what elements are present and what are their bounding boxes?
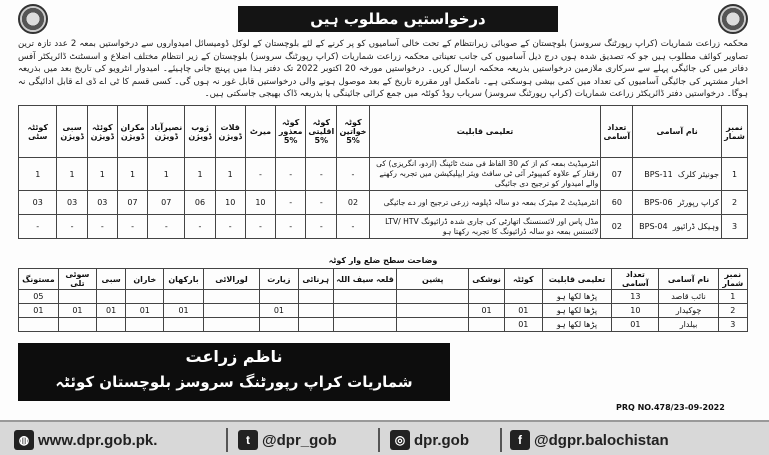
cell-naseerabad: 1 bbox=[148, 158, 185, 191]
cell-ziarat bbox=[260, 318, 298, 332]
cell-sibi: 1 bbox=[57, 158, 87, 191]
website-text: www.dpr.gob.pk. bbox=[38, 431, 158, 449]
table-row bbox=[19, 304, 748, 318]
cell-post: وہیکل ڈرائیور BPS-04 bbox=[633, 215, 722, 239]
cell-women: - bbox=[337, 158, 369, 191]
cell-merit: - bbox=[245, 158, 275, 191]
cell-quetta-city: - bbox=[19, 215, 57, 239]
header-post: نام آسامی bbox=[633, 106, 722, 158]
globe-icon: ◍ bbox=[14, 430, 34, 450]
cell-quetta: - bbox=[87, 215, 117, 239]
cell-harnai bbox=[298, 318, 333, 332]
header-kharan: خاران bbox=[126, 269, 164, 290]
cell-women: 02 bbox=[337, 191, 369, 215]
cell-kalat: 1 bbox=[215, 158, 245, 191]
header-noshki: نوشکی bbox=[469, 269, 505, 290]
cell-loralai bbox=[203, 304, 260, 318]
cell-disabled: - bbox=[276, 215, 306, 239]
cell-quetta: 03 bbox=[87, 191, 117, 215]
cell-sibi: - bbox=[57, 215, 87, 239]
cell-count: 01 bbox=[612, 318, 659, 332]
table-row bbox=[19, 290, 748, 304]
header-minority-quota: کوٹہ اقلیتی 5% bbox=[306, 106, 337, 158]
header-posts-count: تعداد آسامی bbox=[612, 269, 659, 290]
footer-divider bbox=[378, 428, 380, 452]
cell-qualification: مڈل پاس اور لائسنسنگ اتھارٹی کی جاری شدہ ڈرائیونگ LTV/ HTV لائسنس بمعہ دو سالہ ڈرائیونگ کا تجربہ رکھتا ہو bbox=[369, 215, 601, 239]
intro-paragraph: محکمہ زراعت شماریات (کراپ رپورٹنگ سروسز) بلوچستان کے صوبائی زیرانتظام کے تحت خالی آسامیوں کو پر کرنے کے لئے بلوچستان کے لوکل ڈومیسائل امیدواروں سے درخواستیں بمعہ 2 عدد تازہ ترین تصاویر کوائف مطلوب ہیں جو کہ تصدیق شدہ ہوں درج ذیل آسامیوں کی جانب تعیناتی محکمہ زراعت شماریات (کراپ رپورٹنگ سروسز) بلوچستان کے زیر انتظام مختلف اضلاع و اسسٹنٹ ڈائریکٹر آفس دفاتر میں کی جائیگی پہلے سے سرکاری ملازمین درخواستیں بذریعہ محکمہ ارسال کریں۔ درخواستیں مورخہ 20 اکتوبر 2022 تک دفتر ہذا میں پہنچ جانی چاہیئے۔ امیدوار انٹرویو کی تاریخ بعد میں بذریعہ اخبار مشتہر کی جائیگی آسامیوں کی تعداد میں کمی بیشی ہوسکتی ہے۔ نامکمل اور مقررہ تاریخ کے بعد موصول ہونے والی درخواستیں قابل غور نہ ہوں گی۔ کسی قسم کا ٹی اے ڈی اے قابل ادائیگی نہ ہوگا۔ درخواستیں دفتر ڈائریکٹر زراعت شماریات (کراپ رپورٹنگ سروسز) سریاب روڈ کوئٹہ میں جمع کرائی جائینگی یا بذریعہ ڈاک بھیجی جاسکتی ہیں۔ bbox=[18, 39, 748, 99]
footer-divider bbox=[500, 428, 502, 452]
cell-serial: 2 bbox=[721, 191, 747, 215]
cell-sui-tali bbox=[58, 318, 96, 332]
header-posts-count: تعداد آسامی bbox=[601, 106, 633, 158]
cell-qualification: پڑھا لکھا ہو bbox=[542, 290, 611, 304]
cell-zhob: 1 bbox=[185, 158, 215, 191]
cell-kharan: 01 bbox=[126, 304, 164, 318]
cell-barkhan bbox=[164, 318, 203, 332]
cell-disabled: - bbox=[276, 158, 306, 191]
cell-qualification: پڑھا لکھا ہو bbox=[542, 318, 611, 332]
cell-zhob: - bbox=[185, 215, 215, 239]
header bbox=[18, 4, 748, 34]
header-makran: مکران ڈویژن bbox=[117, 106, 147, 158]
header-qilla-saifullah: قلعہ سیف اللہ bbox=[333, 269, 396, 290]
cell-kalat: 10 bbox=[215, 191, 245, 215]
signature-office: شماریات کراپ رپورٹنگ سروسز بلوچستان کوئٹہ bbox=[55, 373, 413, 391]
facebook-text: @dgpr.balochistan bbox=[534, 431, 669, 449]
cell-quetta: 01 bbox=[504, 304, 542, 318]
facebook-link[interactable] bbox=[510, 428, 669, 452]
cell-count: 13 bbox=[612, 290, 659, 304]
cell-naseerabad: - bbox=[148, 215, 185, 239]
footer-divider bbox=[226, 428, 228, 452]
footer-bar bbox=[0, 420, 769, 455]
website-link[interactable] bbox=[14, 428, 157, 452]
header-zhob: ژوب ڈویژن bbox=[185, 106, 215, 158]
cell-sibi bbox=[97, 318, 126, 332]
cell-barkhan: 01 bbox=[164, 304, 203, 318]
cell-pishin bbox=[397, 304, 469, 318]
cell-post: چوکیدار bbox=[659, 304, 718, 318]
twitter-icon: t bbox=[238, 430, 258, 450]
cell-barkhan bbox=[164, 290, 203, 304]
page-title: درخواستیں مطلوب ہیں bbox=[238, 6, 558, 32]
cell-minority: - bbox=[306, 158, 337, 191]
cell-serial: 2 bbox=[718, 304, 747, 318]
table-row bbox=[19, 191, 748, 215]
cell-pishin bbox=[397, 290, 469, 304]
twitter-text: @dpr_gob bbox=[262, 431, 337, 449]
cell-post: جونیئر کلرک BPS-11 bbox=[633, 158, 722, 191]
cell-women: - bbox=[337, 215, 369, 239]
cell-count: 60 bbox=[601, 191, 633, 215]
cell-quetta: 01 bbox=[504, 318, 542, 332]
cell-qilla-saifullah bbox=[333, 290, 396, 304]
header-post: نام آسامی bbox=[659, 269, 718, 290]
header-pishin: پشین bbox=[397, 269, 469, 290]
twitter-link[interactable] bbox=[238, 428, 337, 452]
cell-post: نائب قاصد bbox=[659, 290, 718, 304]
cell-loralai bbox=[203, 318, 260, 332]
cell-sibi bbox=[97, 290, 126, 304]
cell-count: 10 bbox=[612, 304, 659, 318]
cell-qilla-saifullah bbox=[333, 318, 396, 332]
cell-quetta bbox=[504, 290, 542, 304]
table-row bbox=[19, 215, 748, 239]
cell-naseerabad: 07 bbox=[148, 191, 185, 215]
facebook-icon: f bbox=[510, 430, 530, 450]
cell-post: بیلدار bbox=[659, 318, 718, 332]
cell-quetta: 1 bbox=[87, 158, 117, 191]
prq-number: PRQ NO.478/23-09-2022 bbox=[616, 403, 725, 412]
cell-serial: 1 bbox=[718, 290, 747, 304]
cell-quetta-city: 1 bbox=[19, 158, 57, 191]
district-quota-caption: وضاحت سطح ضلع وار کوٹہ bbox=[328, 256, 438, 265]
header-quetta: کوئٹہ bbox=[504, 269, 542, 290]
cell-disabled: - bbox=[276, 191, 306, 215]
cell-kharan bbox=[126, 318, 164, 332]
cell-merit: - bbox=[245, 215, 275, 239]
header-mastung: مستونگ bbox=[19, 269, 59, 290]
cell-count: 07 bbox=[601, 158, 633, 191]
signature-title: ناظم زراعت bbox=[185, 347, 283, 366]
header-disabled-quota: کوٹہ معذور 5% bbox=[276, 106, 306, 158]
header-barkhan: بارکھان bbox=[164, 269, 203, 290]
table-header-row bbox=[19, 106, 748, 158]
cell-serial: 3 bbox=[721, 215, 747, 239]
header-sibi: سبی bbox=[97, 269, 126, 290]
cell-count: 02 bbox=[601, 215, 633, 239]
header-qualification: تعلیمی قابلیت bbox=[542, 269, 611, 290]
header-women-quota: کوٹہ خواتین 5% bbox=[337, 106, 369, 158]
government-seal-icon bbox=[718, 4, 748, 34]
header-harnai: ہرنائی bbox=[298, 269, 333, 290]
cell-harnai bbox=[298, 290, 333, 304]
vacancies-table bbox=[18, 105, 748, 239]
cell-harnai bbox=[298, 304, 333, 318]
cell-makran: 07 bbox=[117, 191, 147, 215]
header-loralai: لورالائی bbox=[203, 269, 260, 290]
cell-minority: - bbox=[306, 191, 337, 215]
cell-kharan bbox=[126, 290, 164, 304]
cell-sui-tali: 01 bbox=[58, 304, 96, 318]
cell-sibi: 01 bbox=[97, 304, 126, 318]
table-row bbox=[19, 318, 748, 332]
cell-serial: 1 bbox=[721, 158, 747, 191]
cell-pishin bbox=[397, 318, 469, 332]
header-serial: نمبر شمار bbox=[718, 269, 747, 290]
instagram-text: dpr.gob bbox=[414, 431, 469, 449]
header-merit: میرٹ bbox=[245, 106, 275, 158]
cell-minority: - bbox=[306, 215, 337, 239]
header-sibi: سبی ڈویژن bbox=[57, 106, 87, 158]
cell-qualification: انٹرمیڈیٹ بمعہ کم از کم 30 الفاظ فی منٹ ٹائپنگ (اردو، انگریزی) کی رفتار کے علاوہ کمپیوٹر آئی ٹی سافٹ ویئر ایپلیکیشن میں تجربہ رکھنے والے امیدوار کو ترجیح دی جائیگی bbox=[369, 158, 601, 191]
cell-qualification: انٹرمیڈیٹ 2 میٹرک بمعہ دو سالہ ڈپلومہ زرعی ترجیح اور دے جائیگی bbox=[369, 191, 601, 215]
cell-mastung: 01 bbox=[19, 304, 59, 318]
cell-zhob: 06 bbox=[185, 191, 215, 215]
table-header-row bbox=[19, 269, 748, 290]
header-quetta-city: کوئٹہ سٹی bbox=[19, 106, 57, 158]
header-quetta: کوئٹہ ڈویژن bbox=[87, 106, 117, 158]
cell-qilla-saifullah bbox=[333, 304, 396, 318]
header-serial: نمبر شمار bbox=[721, 106, 747, 158]
cell-qualification: پڑھا لکھا ہو bbox=[542, 304, 611, 318]
signature-block bbox=[18, 343, 450, 401]
cell-noshki bbox=[469, 290, 505, 304]
cell-makran: - bbox=[117, 215, 147, 239]
cell-noshki: 01 bbox=[469, 304, 505, 318]
balochistan-logo-icon bbox=[18, 4, 48, 34]
cell-loralai bbox=[203, 290, 260, 304]
cell-serial: 3 bbox=[718, 318, 747, 332]
cell-post: کراپ رپورٹر BPS-06 bbox=[633, 191, 722, 215]
cell-ziarat bbox=[260, 290, 298, 304]
header-kalat: قلات ڈویژن bbox=[215, 106, 245, 158]
cell-mastung bbox=[19, 318, 59, 332]
table-row bbox=[19, 158, 748, 191]
cell-sui-tali bbox=[58, 290, 96, 304]
cell-ziarat: 01 bbox=[260, 304, 298, 318]
cell-makran: 1 bbox=[117, 158, 147, 191]
instagram-icon: ◎ bbox=[390, 430, 410, 450]
cell-merit: 10 bbox=[245, 191, 275, 215]
cell-quetta-city: 03 bbox=[19, 191, 57, 215]
cell-sibi: 03 bbox=[57, 191, 87, 215]
cell-mastung: 05 bbox=[19, 290, 59, 304]
header-sui-tali: سوئی تلی bbox=[58, 269, 96, 290]
header-qualification: تعلیمی قابلیت bbox=[369, 106, 601, 158]
header-ziarat: زیارت bbox=[260, 269, 298, 290]
cell-noshki bbox=[469, 318, 505, 332]
district-quota-table bbox=[18, 268, 748, 332]
cell-kalat: - bbox=[215, 215, 245, 239]
header-naseerabad: نصیرآباد ڈویژن bbox=[148, 106, 185, 158]
instagram-link[interactable] bbox=[390, 428, 469, 452]
